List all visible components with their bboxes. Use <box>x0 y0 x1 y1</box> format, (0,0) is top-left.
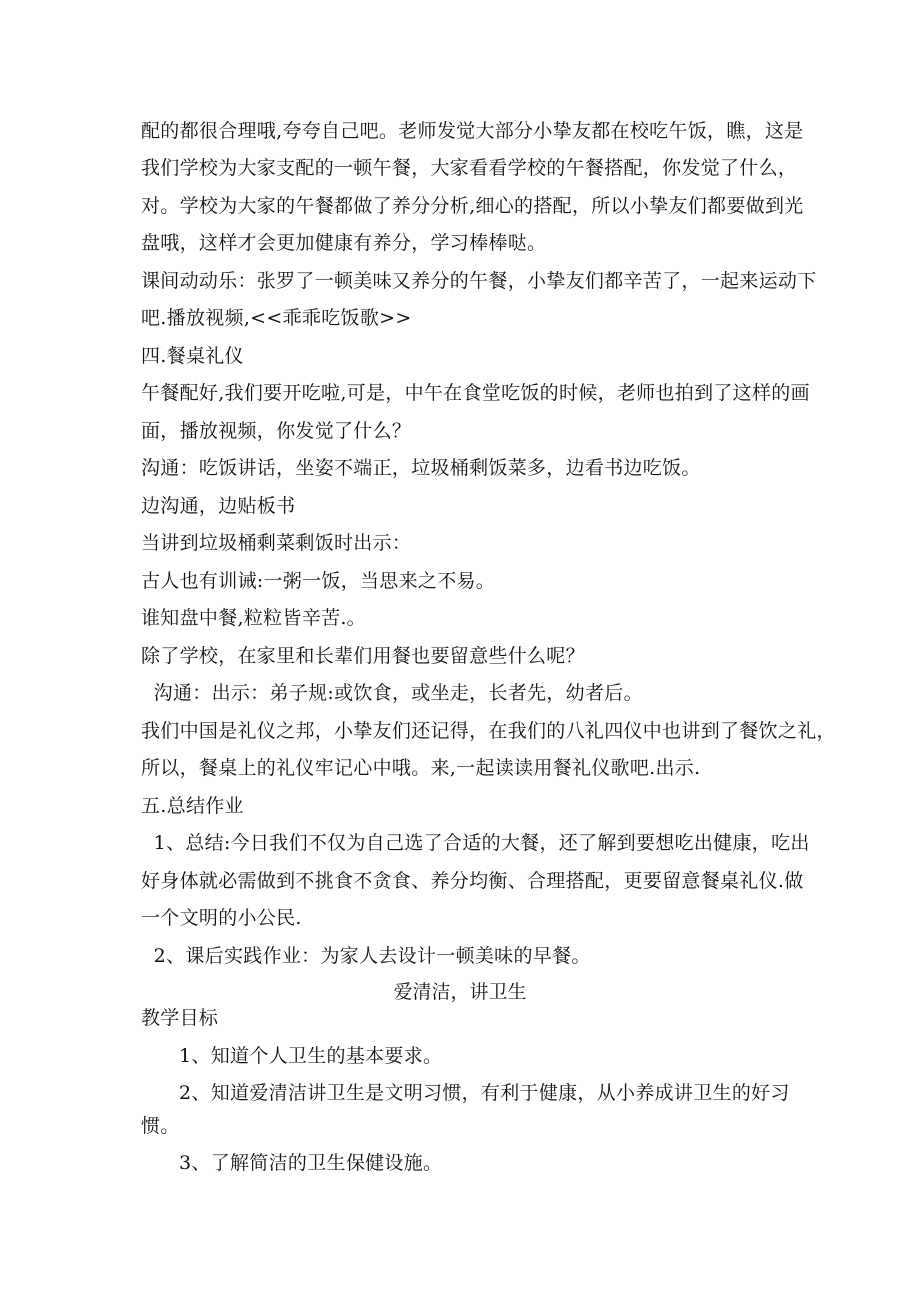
text-line: 所以，餐桌上的礼仪牢记心中哦。来,一起读读用餐礼仪歌吧.出示. <box>141 757 701 779</box>
text-line: 边沟通，边贴板书 <box>141 495 296 517</box>
text-line: 谁知盘中餐,粒粒皆辛苦.。 <box>141 607 366 629</box>
text-line: 我们学校为大家支配的一顿午餐，大家看看学校的午餐搭配，你发觉了什么， <box>141 157 798 179</box>
text-line: 古人也有训诫:一粥一饭，当思来之不易。 <box>141 570 496 592</box>
text-line: 2、知道爱清洁讲卫生是文明习惯，有利于健康，从小养成讲卫生的好习 <box>141 1082 790 1104</box>
text-line: 惯。 <box>141 1115 180 1137</box>
text-line: 沟通：吃饭讲话，坐姿不端正，垃圾桶剩饭菜多，边看书边吃饭。 <box>141 457 701 479</box>
text-line: 午餐配好,我们要开吃啦,可是，中午在食堂吃饭的时候，老师也拍到了这样的画 <box>141 382 810 404</box>
text-line: 课间动动乐：张罗了一顿美味又养分的午餐，小挚友们都辛苦了，一起来运动下 <box>141 270 817 292</box>
section-heading: 教学目标 <box>141 1007 219 1029</box>
text-line: 1、知道个人卫生的基本要求。 <box>141 1045 443 1067</box>
text-line: 除了学校，在家里和长辈们用餐也要留意些什么呢？ <box>141 645 585 667</box>
text-line: 沟通：出示：弟子规:或饮食，或坐走，长者先，幼者后。 <box>141 682 643 704</box>
text-line: 一个文明的小公民. <box>141 907 302 929</box>
section-heading: 四.餐桌礼仪 <box>141 345 244 367</box>
text-line: 面，播放视频，你发觉了什么？ <box>141 420 412 442</box>
lesson-title: 爱清洁，讲卫生 <box>393 981 527 1003</box>
text-line: 2、课后实践作业：为家人去设计一顿美味的早餐。 <box>141 945 591 967</box>
text-line: 对。学校为大家的午餐都做了养分分析,细心的搭配，所以小挚友们都要做到光 <box>141 195 804 217</box>
text-line: 当讲到垃圾桶剩菜剩饭时出示： <box>141 532 412 554</box>
text-line: 我们中国是礼仪之邦，小挚友们还记得，在我们的八礼四仪中也讲到了餐饮之礼， <box>141 720 836 742</box>
text-line: 配的都很合理哦,夸夸自己吧。老师发觉大部分小挚友都在校吃午饭，瞧，这是 <box>141 120 804 142</box>
text-line: 吧.播放视频,<<乖乖吃饭歌>> <box>141 307 412 329</box>
text-line: 盘哦，这样才会更加健康有养分，学习棒棒哒。 <box>141 232 547 254</box>
text-line: 3、了解简洁的卫生保健设施。 <box>141 1152 443 1174</box>
text-line: 好身体就必需做到不挑食不贪食、养分均衡、合理搭配，更要留意餐桌礼仪.做 <box>141 870 804 892</box>
text-line: 1、总结:今日我们不仅为自己选了合适的大餐，还了解到要想吃出健康，吃出 <box>141 832 810 854</box>
section-heading: 五.总结作业 <box>141 795 244 817</box>
